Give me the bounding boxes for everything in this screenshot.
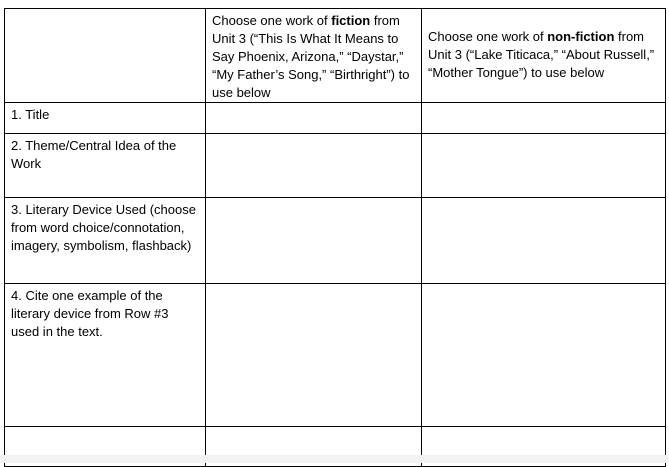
empty-header-cell[interactable] (5, 9, 206, 103)
nonfiction-answer-cell[interactable] (422, 284, 666, 427)
nonfiction-answer-cell[interactable] (422, 103, 666, 134)
table-row (5, 134, 666, 198)
row-label-cite-example: 4. Cite one example of the literary device from Row #3 used in the text. (5, 284, 206, 427)
row-label-title: 1. Title (5, 103, 206, 134)
fiction-answer-cell[interactable] (206, 134, 422, 198)
table-row (5, 198, 666, 284)
bottom-scroll-strip (0, 455, 669, 463)
table-row (5, 103, 666, 134)
fiction-header-text: Choose one work of (212, 13, 332, 28)
nonfiction-answer-cell[interactable] (422, 134, 666, 198)
row-label-theme: 2. Theme/Central Idea of the Work (5, 134, 206, 198)
row-label-literary-device: 3. Literary Device Used (choose from word choice/connotation, imagery, symbolism, flashback) (5, 198, 206, 284)
fiction-answer-cell[interactable] (206, 103, 422, 134)
fiction-answer-cell[interactable] (206, 198, 422, 284)
nonfiction-answer-cell[interactable] (422, 198, 666, 284)
table-row (5, 284, 666, 427)
nonfiction-header-text-rest: from Unit 3 (“Lake Titicaca,” “About Russell,” “Mother Tongue”) to use below (428, 29, 655, 80)
nonfiction-header-text: Choose one work of (428, 29, 548, 44)
fiction-header-cell[interactable] (206, 9, 422, 103)
fiction-header-text-rest: from Unit 3 (“This Is What It Means to Say Phoenix, Arizona,” “Daystar,” “My Father’s Song,” “Birthright”) to use below (212, 13, 410, 100)
header-row (5, 9, 666, 103)
nonfiction-keyword: non-fiction (547, 29, 615, 44)
fiction-answer-cell[interactable] (206, 284, 422, 427)
nonfiction-header-cell[interactable] (422, 9, 666, 103)
worksheet-table (4, 8, 666, 467)
fiction-keyword: fiction (331, 13, 371, 28)
